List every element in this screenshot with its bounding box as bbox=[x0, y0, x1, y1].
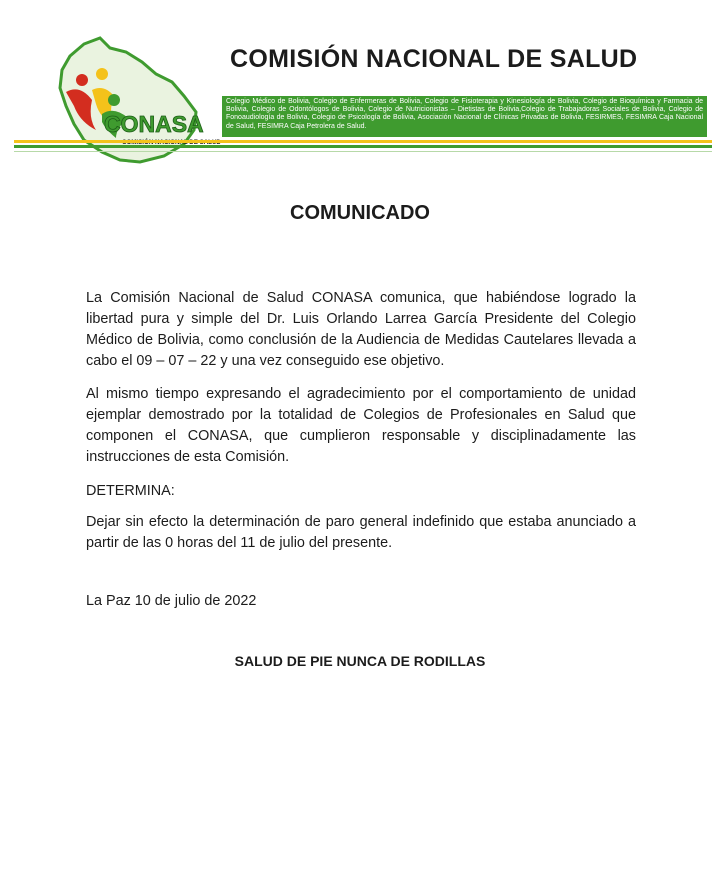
letterhead bbox=[0, 0, 720, 175]
yellow-stripe bbox=[14, 140, 712, 143]
paragraph-announcement: La Comisión Nacional de Salud CONASA comunica, que habiéndose logrado la libertad pura y simple del Dr. Luis Orlando Larrea García Presidente del Colegio Médico de Bolivia, como conclusión de la Audiencia de Medidas Cautelares llevada a cabo el 09 – 07 – 22 y una vez conseguido ese objetivo. bbox=[86, 290, 636, 369]
organization-title: COMISIÓN NACIONAL DE SALUD bbox=[230, 45, 638, 73]
paragraph-determination: Dejar sin efecto la determinación de paro general indefinido que estaba anunciado a partir de las 0 horas del 11 de julio del presente. bbox=[86, 514, 636, 551]
logo-wordmark: CONASA bbox=[104, 111, 204, 137]
document-title: COMUNICADO bbox=[290, 202, 430, 224]
green-stripe bbox=[14, 145, 712, 148]
determina-heading: DETERMINA: bbox=[86, 483, 175, 499]
closing-slogan: SALUD DE PIE NUNCA DE RODILLAS bbox=[234, 653, 486, 669]
thin-divider bbox=[14, 151, 712, 152]
member-colleges-band: Colegio Médico de Bolivia, Colegio de Enfermeras de Bolivia, Colegio de Fisioterapia y Kinesiología de Bolivia, Colegio de Bioquímica y Farmacia de Bolivia, Colegio de Odontólogos de Bolivia, Colegio de Nutricionistas – Dietistas de Bolivia,Colegio de Trabajadoras Sociales de Bolivia, Colegio de Fonoaudiología de Bolivia, Colegio de Psicología de Bolivia, Asociación Nacional de Clínicas Privadas de Bolivia, FESIRMES, FESIMRA Caja Nacional de Salud, FESIMRA Caja Petrolera de Salud. bbox=[222, 96, 707, 137]
document-date: La Paz 10 de julio de 2022 bbox=[86, 593, 257, 609]
paragraph-acknowledgement: Al mismo tiempo expresando el agradecimiento por el comportamiento de unidad ejemplar demostrado por la totalidad de Colegios de Profesionales en Salud que componen el CONASA, que cumplieron responsable y disciplinadamente las instrucciones de esta Comisión. bbox=[86, 386, 636, 465]
